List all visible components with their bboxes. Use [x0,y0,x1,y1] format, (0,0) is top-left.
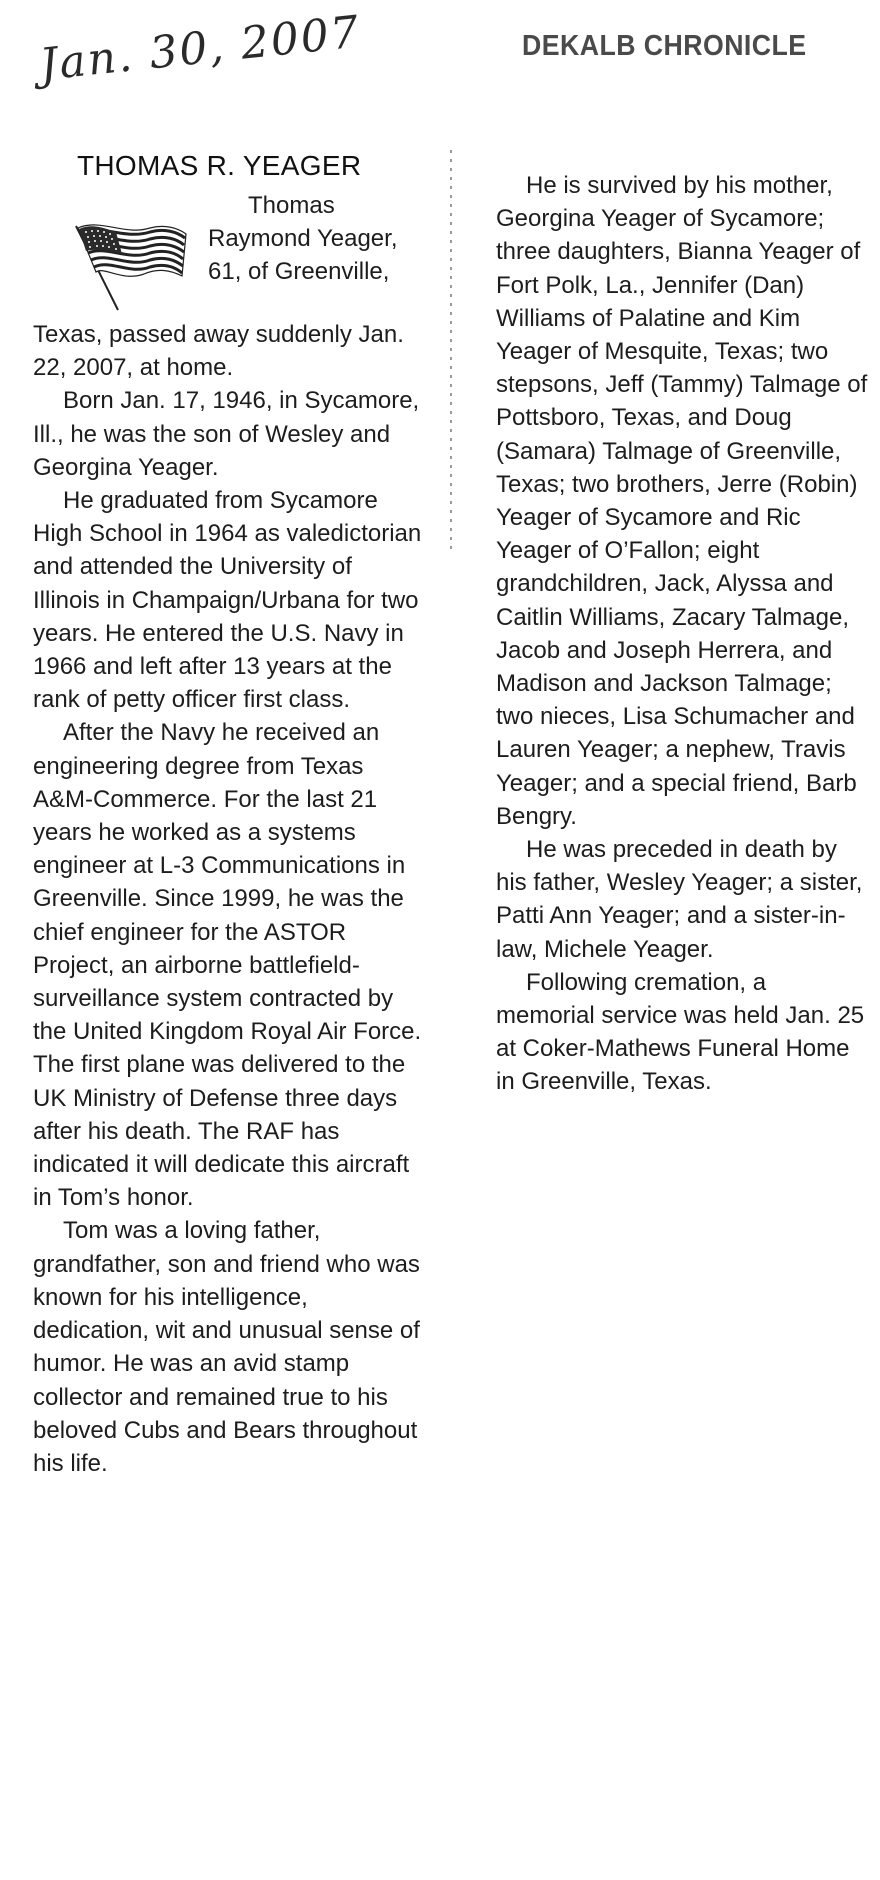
column-divider [450,150,452,550]
left-paragraph-5: Tom was a loving father, grandfather, son and friend who was known for his intelligence, dedication, wit and unusual sense of humor. He was an avid stamp collector and remained true to his beloved Cubs and Bears throughout his life. [33,1217,420,1477]
left-paragraph-1: Texas, passed away suddenly Jan. 22, 2007, at home. [33,321,404,382]
intro-paragraph: Thomas Raymond Yeager, 61, of Greenville, [208,192,398,286]
left-paragraph-2: Born Jan. 17, 1946, in Sycamore, Ill., he was the son of Wesley and Georgina Yeager. [33,387,420,481]
right-column [496,169,868,1099]
left-paragraph-3: He graduated from Sycamore High School in 1964 as valedictorian and attended the University of Illinois in Champaign/Urbana for two years. He entered the U.S. Navy in 1966 and left after 13 years at the rank of petty officer first class. [33,487,422,714]
right-paragraph-2: He was preceded in death by his father, Wesley Yeager; a sister, Patti Ann Yeager; and a sister-in-law, Michele Yeager. [496,836,863,963]
masthead: DEKALB CHRONICLE [522,30,807,62]
right-paragraph-3: Following cremation, a memorial service was held Jan. 25 at Coker-Mathews Funeral Home in Greenville, Texas. [496,968,865,1096]
obituary-headline: THOMAS R. YEAGER [77,150,362,181]
intro-text [208,189,428,289]
left-paragraph-4: After the Navy he received an engineering degree from Texas A&M-Commerce. For the last 21 years he worked as a systems engineer at L-3 Communications in Greenville. Since 1999, he was the chief engineer for the ASTOR Project, an airborne battlefield-surveillance system contracted by the United Kingdom Royal Air Force. The first plane was delivered to the UK Ministry of Defense three days after his death. The RAF has indicated it will dedicate this aircraft in Tom’s honor. [33,719,422,1212]
american-flag-icon [70,218,190,313]
left-column [33,318,423,1480]
handwritten-date: Jan. 30, 2007 [37,6,364,91]
right-paragraph-1: He is survived by his mother, Georgina Yeager of Sycamore; three daughters, Bianna Yeager of Fort Polk, La., Jennifer (Dan) Williams of Palatine and Kim Yeager of Mesquite, Texas; two stepsons, Jeff (Tammy) Talmage of Pottsboro, Texas, and Doug (Samara) Talmage of Greenville, Texas; two brothers, Jerre (Robin) Yeager of Sycamore and Ric Yeager of O’Fallon; eight grandchildren, Jack, Alyssa and Caitlin Williams, Zacary Talmage, Jacob and Joseph Herrera, and Madison and Jackson Talmage; two nieces, Lisa Schumacher and Lauren Yeager; a nephew, Travis Yeager; and a special friend, Barb Bengry. [496,172,868,830]
